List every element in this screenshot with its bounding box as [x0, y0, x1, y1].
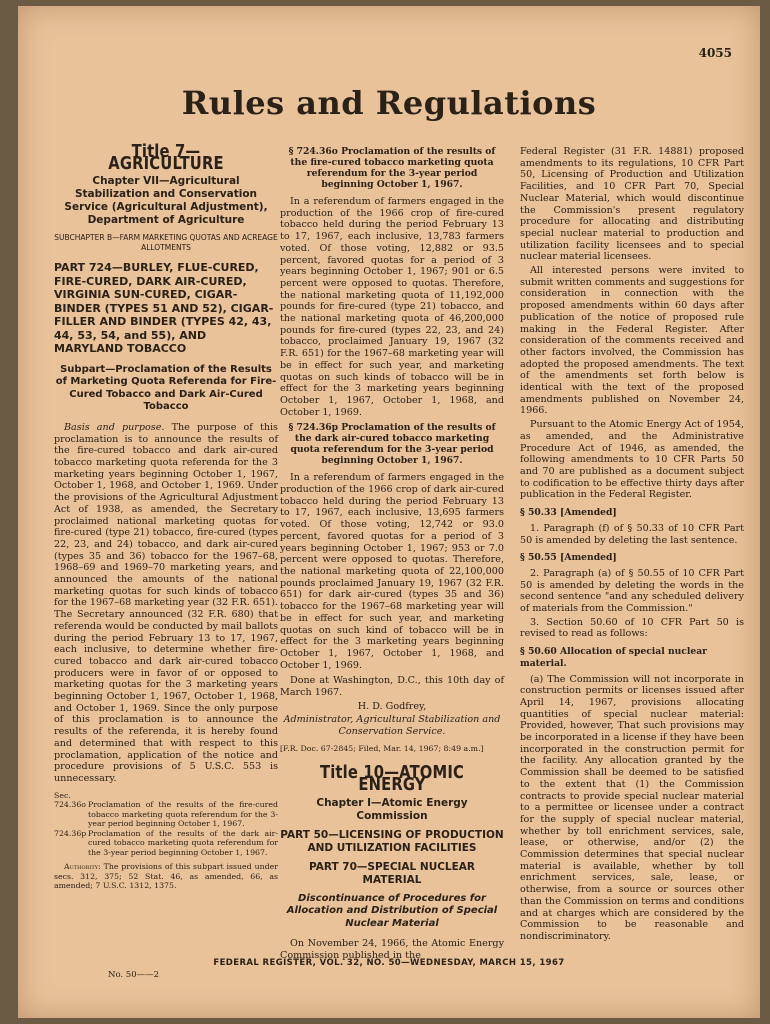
col3-paragraph-1: Federal Register (31 F.R. 14881) proposed amendments to its regulations, 10 CFR Part 50, Licensing of Production and Utilization Facilities, and 10 CFR Part 70, Special Nuclear Material, which would discontinue the Commission's present regulatory procedure for allocating and distributing special nuclear material to production and utilization facility licensees and to special nuclear material licensees.	[520, 146, 744, 263]
section-50-33-text: 1. Paragraph (f) of § 50.33 of 10 CFR Part 50 is amended by deleting the last sentence.	[520, 522, 744, 546]
part-70-heading: PART 70—SPECIAL NUCLEAR MATERIAL	[308, 860, 475, 886]
section-50-60-text: (a) The Commission will not incorporate in construction permits or licenses issued after April 14, 1967, provisions allocating quantities of special nuclear material: Provided, however, That such provisions may be incorporated in a license if they have been incorporated in the construction permit for the facility. Any allocation granted by the Commission shall be deemed to be satisfied to the extent that (1) the Commission contracts to provide special nuclear material to a permittee or licensee under a contract for the supply of special nuclear material, whether by toll enrichment services, sale, lease, or otherwise, and/or (2) the Commission determines that special nuclear material is available, whether by toll enrichment services, sale, lease, or otherwise, from a source or sources other than the Commission on terms and conditions and at charges which are considered by the Commission to be reasonable and nondiscriminatory.	[520, 673, 744, 942]
col3-paragraph-2: All interested persons were invited to submit written comments and suggestions for consideration in connection with the proposed amendments within 60 days after publication of the notice of proposed rule making in the Federal Register. After consideration of the comments received and other factors involved, the Commission has adopted the proposed amendments. The text of the amendments set forth below is identical with the text of the proposed amendments published on November 24, 1966.	[520, 265, 744, 417]
section-724-36p-text: In a referendum of farmers engaged in the production of the 1966 crop of dark air-cured tobacco held during the period February 13 to 17, 1967, each inclusive, 13,695 farmers voted. Of those voting, 12,742 or 93.0 percent, favored quotas for a period of 3 years beginning October 1, 1967; 953 or 7.0 percent were opposed to quotas. Therefore, the national marketing quota of 22,100,000 pounds proclaimed January 19, 1967 (32 F.R. 651) for dark air-cured (types 35 and 36) tobacco for the 1967–68 marketing year will be in effect for such year, and marketing quotas on such kind of tobacco will be in effect for the 3 marketing years beginning October 1, 1967, October 1, 1968, and October 1, 1969.	[280, 472, 504, 671]
toc-item	[54, 829, 278, 858]
section-50-55-text: 2. Paragraph (a) of § 50.55 of 10 CFR Part 50 is amended by deleting the words in the second sentence "and any scheduled delivery of materials from the Commission."	[520, 567, 744, 615]
section-724-36o-heading: § 724.36o Proclamation of the results of the fire-cured tobacco marketing quota referendum for the 3-year period beginning October 1, 1967.	[288, 146, 496, 190]
page-footer: FEDERAL REGISTER, VOL. 32, NO. 50—WEDNESDAY, MARCH 15, 1967	[213, 958, 565, 968]
section-toc	[54, 791, 278, 891]
signer-title: Administrator, Agricultural Stabilization and Conservation Service.	[283, 714, 501, 738]
col3-paragraph-3: Pursuant to the Atomic Energy Act of 1954, as amended, and the Administrative Procedure Act of 1946, as amended, the following amendments to 10 CFR Parts 50 and 70 are published as a document subject to codification to be effective thirty days after publication in the Federal Register.	[520, 419, 744, 501]
authority-label: Authority:	[64, 862, 101, 872]
part-50-heading: PART 50—LICENSING OF PRODUCTION AND UTILIZATION FACILITIES	[280, 828, 504, 854]
title-agriculture: Title 7—AGRICULTURE	[108, 141, 224, 174]
toc-text: Proclamation of the results of the fire-cured tobacco marketing quota referendum for the 3-year period beginning October 1, 1967.	[88, 800, 278, 829]
document-page	[18, 6, 760, 1018]
basis-paragraph	[54, 422, 278, 785]
subchapter-heading: SUBCHAPTER B—FARM MARKETING QUOTAS AND ACREAGE ALLOTMENTS	[54, 233, 278, 253]
section-50-60-heading: § 50.60 Allocation of special nuclear material.	[520, 646, 708, 669]
toc-label: Sec.	[54, 790, 71, 800]
column-1	[54, 141, 278, 893]
authority-text: The provisions of this subpart issued under secs. 312, 375; 52 Stat. 46, as amended, 66, as amended; 7 U.S.C. 1312, 1375.	[54, 862, 278, 891]
part-heading: PART 724—BURLEY, FLUE-CURED, FIRE-CURED, DARK AIR-CURED, VIRGINIA SUN-CURED, CIGAR-BINDER (TYPES 51 AND 52), CIGAR-FILLER AND BINDER (TYPES 42, 43, 44, 53, 54, and 55), AND MARYLAND TOBACCO	[54, 261, 274, 356]
november-paragraph: On November 24, 1966, the Atomic Energy Commission published in the	[280, 938, 504, 961]
authority-paragraph	[54, 862, 278, 891]
discontinuance-heading: Discontinuance of Procedures for Allocation and Distribution of Special Nuclear Material	[286, 892, 498, 929]
page-number: 4055	[698, 46, 732, 60]
issue-number: No. 50——2	[108, 970, 160, 980]
fr-doc-note: [F.R. Doc. 67-2845; Filed, Mar. 14, 1967; 8:49 a.m.]	[280, 743, 484, 753]
section-724-36o-text: In a referendum of farmers engaged in the production of the 1966 crop of fire-cured tobacco held during the period February 13 to 17, 1967, each inclusive, 13,783 farmers voted. Of those voting, 12,882 or 93.5 percent, favored quotas for a period of 3 years beginning October 1, 1967; 901 or 6.5 percent were opposed to quotas. Therefore, the national marketing quota of 11,192,000 pounds for fire-cured (type 21) tobacco, and the national marketing quota of 46,200,000 pounds for fire-cured (types 22, 23, and 24) tobacco, proclaimed January 19, 1967 (32 F.R. 651) for the 1967–68 marketing year will be in effect for such year, and marketing quotas on such kinds of tobacco will be in effect for the 3 marketing years beginning October 1, 1967, October 1, 1968, and October 1, 1969.	[280, 196, 504, 418]
page-title: Rules and Regulations	[181, 84, 597, 122]
section-50-60-intro: 3. Section 50.60 of 10 CFR Part 50 is revised to read as follows:	[520, 616, 744, 640]
basis-lead: Basis and purpose.	[64, 421, 165, 433]
section-50-55-heading: § 50.55 [Amended]	[520, 552, 617, 564]
toc-text: Proclamation of the results of the dark air-cured tobacco marketing quota referendum for the 3-year period beginning October 1, 1967.	[88, 828, 278, 857]
section-50-33-heading: § 50.33 [Amended]	[520, 507, 617, 519]
toc-item	[54, 800, 278, 829]
basis-text: The purpose of this proclamation is to announce the results of the fire-cured tobacco and dark air-cured tobacco marketing quota referenda for the 3 marketing years beginning October 1, 1967, October 1, 1968, and October 1, 1969. Under the provisions of the Agricultural Adjustment Act of 1938, as amended, the Secretary proclaimed national marketing quotas for fire-cured (type 21) tobacco, fire-cured (types 22, 23, and 24) tobacco, and dark air-cured (types 35 and 36) tobacco for the 1967–68, 1968–69 and 1969–70 marketing years, and announced the amounts of the national marketing quotas for such kinds of tobacco for the 1967–68 marketing year (32 F.R. 651). The Secretary announced (32 F.R. 680) that referenda would be conducted by mail ballots during the period February 13 to 17, 1967, each inclusive, to determine whether fire-cured tobacco and dark air-cured tobacco producers were in favor of or opposed to marketing quotas for the 3 marketing years beginning October 1, 1967, October 1, 1968, and October 1, 1969. Since the only purpose of this proclamation is to announce the results of the referenda, it is hereby found and determined that with respect to this proclamation, application of the notice and procedure provisions of 5 U.S.C. 553 is unnecessary.	[54, 421, 278, 784]
done-at-text: Done at Washington, D.C., this 10th day of March 1967.	[280, 675, 504, 699]
column-2	[280, 146, 504, 964]
toc-num: 724.36o	[54, 800, 86, 810]
chapter-heading: Chapter VII—Agricultural Stabilization and Conservation Service (Agricultural Adjustment), Department of Agriculture	[64, 175, 268, 227]
section-724-36p-heading: § 724.36p Proclamation of the results of the dark air-cured tobacco marketing quota referendum for the 3-year period beginning October 1, 1967.	[288, 422, 496, 467]
column-3	[520, 146, 744, 945]
title-atomic-energy: Title 10—ATOMIC ENERGY	[319, 762, 465, 796]
toc-num: 724.36p	[54, 828, 87, 838]
chapter-heading-2: Chapter I—Atomic Energy Commission	[316, 796, 468, 822]
subpart-heading: Subpart—Proclamation of the Results of Marketing Quota Referenda for Fire-Cured Tobacco and Dark Air-Cured Tobacco	[55, 363, 277, 413]
signer-name: H. D. Godfrey,	[357, 700, 427, 712]
